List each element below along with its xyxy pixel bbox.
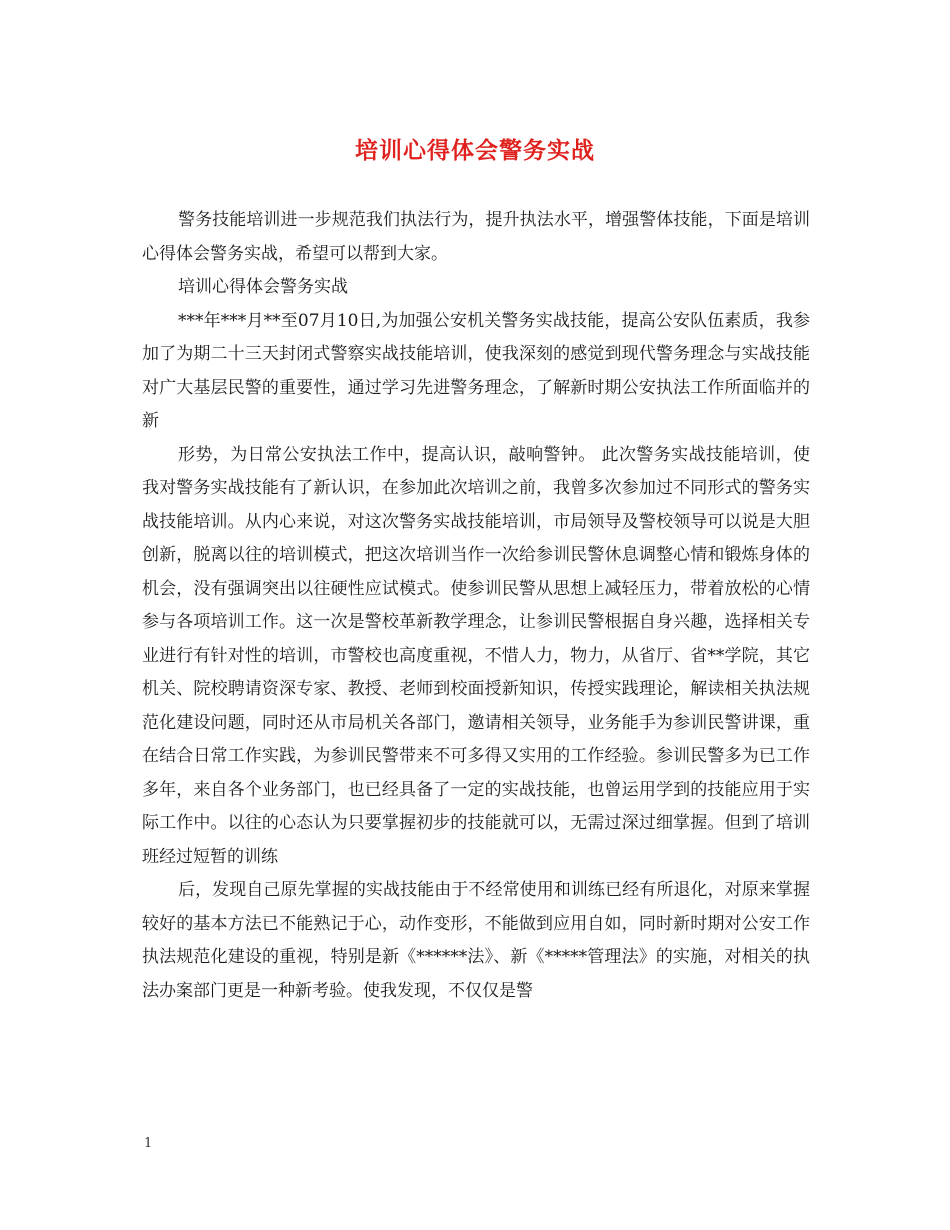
paragraph-skill-regression: 后，发现自己原先掌握的实战技能由于不经常使用和训练已经有所退化，对原来掌握较好的基本方法已不能熟记于心，动作变形，不能做到应用自如，同时新时期对公安工作执法规范化建设的重视，特别是新《******法》、新《*****管理法》的实施，对相关的执法办案部门更是一种新考验。使我发现，不仅仅是警 <box>142 880 810 1001</box>
paragraph-intro: 警务技能培训进一步规范我们执法行为，提升执法水平，增强警体技能，下面是培训心得体会警务实战，希望可以帮到大家。 <box>142 210 810 264</box>
document-title: 培训心得体会警务实战 <box>355 137 595 164</box>
paragraph-training-period: ***年***月**至07月10日,为加强公安机关警务实战技能，提高公安队伍素质，我参加了为期二十三天封闭式警察实战技能培训，使我深刻的感觉到现代警务理念与实战技能对广大基层民警的重要性，通过学习先进警务理念，了解新时期公安执法工作所面临并的新 <box>142 310 810 431</box>
paragraph-training-experience: 形势，为日常公安执法工作中，提高认识，敲响警钟。 此次警务实战技能培训，使我对警务实战技能有了新认识，在参加此次培训之前，我曾多次参加过不同形式的警务实战技能培训。从内心来说，对这次警务实战技能培训，市局领导及警校领导可以说是大胆创新，脱离以往的培训模式，把这次培训当作一次给参训民警休息调整心情和锻炼身体的机会，没有强调突出以往硬性应试模式。使参训民警从思想上减轻压力，带着放松的心情参与各项培训工作。这一次是警校革新教学理念，让参训民警根据自身兴趣，选择相关专业进行有针对性的培训，市警校也高度重视，不惜人力，物力，从省厅、省**学院，其它机关、院校聘请资深专家、教授、老师到校面授新知识，传授实践理论，解读相关执法规范化建设问题，同时还从市局机关各部门，邀请相关领导，业务能手为参训民警讲课，重在结合日常工作实践，为参训民警带来不可多得又实用的工作经验。参训民警多为已工作多年，来自各个业务部门，也已经具备了一定的实战技能，也曾运用学到的技能应用于实际工作中。以往的心态认为只要掌握初步的技能就可以，无需过深过细掌握。但到了培训班经过短暂的训练 <box>142 444 810 867</box>
page-number: 1 <box>144 1136 153 1151</box>
document-body <box>142 204 810 1008</box>
paragraph-subtitle: 培训心得体会警务实战 <box>178 277 348 297</box>
